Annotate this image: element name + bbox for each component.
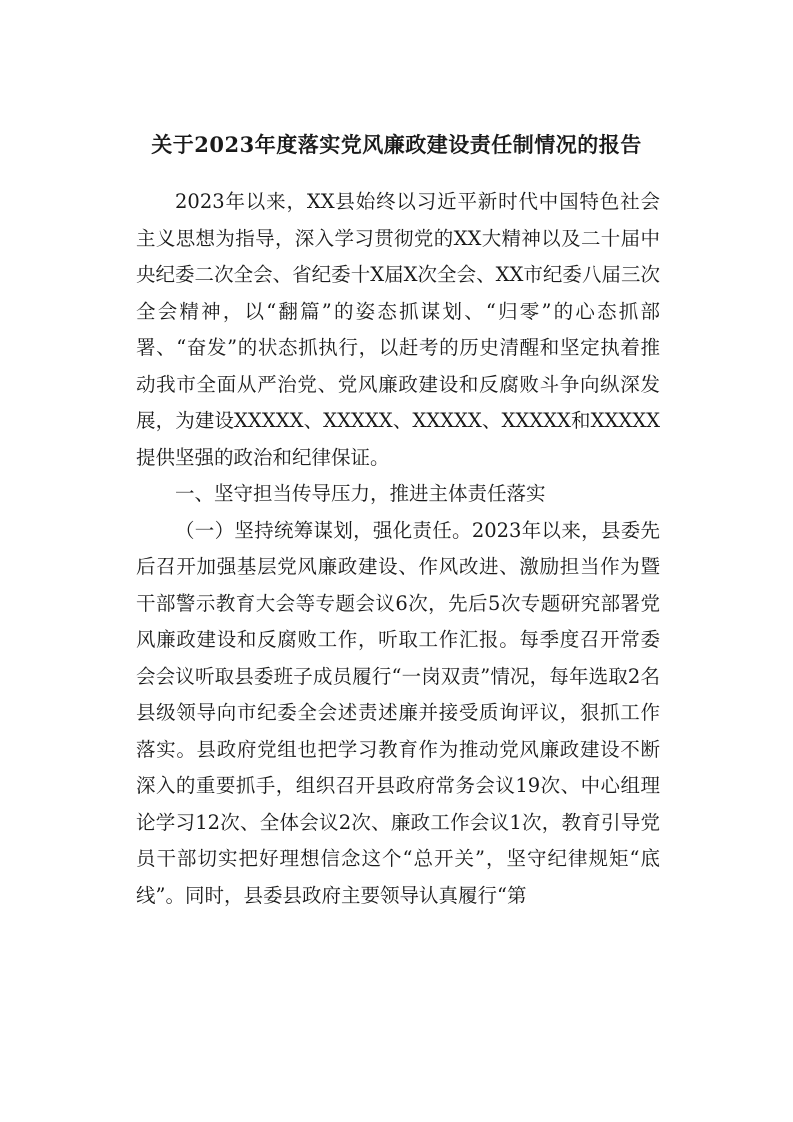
document-title: 关于2023年度落实党风廉政建设责任制情况的报告 xyxy=(151,132,642,157)
paragraph-section-1-1: （一）坚持统筹谋划，强化责任。2023年以来，县委先后召开加强基层党风廉政建设、作风改进、激励担当作为暨干部警示教育大会等专题会议6次，先后5次专题研究部署党风廉政建设和反腐败工作，听取工作汇报。每季度召开常委会会议听取县委班子成员履行“一岗双责”情况，每年选取2名县级领导向市纪委全会述责述廉并接受质询评议，狠抓工作落实。县政府党组也把学习教育作为推动党风廉政建设不断深入的重要抓手，组织召开县政府常务会议19次、中心组理论学习12次、全体会议2次、廉政工作会议1次，教育引导党员干部切实把好理想信念这个“总开关”，坚守纪律规矩“底线”。同时，县委县政府主要领导认真履行“第 xyxy=(136,518,660,907)
document-body xyxy=(136,184,660,914)
paragraph-intro: 2023年以来，XX县始终以习近平新时代中国特色社会主义思想为指导，深入学习贯彻党的XX大精神以及二十届中央纪委二次全会、省纪委十X届X次全会、XX市纪委八届三次全会精神，以“翻篇”的姿态抓谋划、“归零”的心态抓部署、“奋发”的状态抓执行，以赶考的历史清醒和坚定执着推动我市全面从严治党、党风廉政建设和反腐败斗争向纵深发展，为建设XXXXX、XXXXX、XXXXX、XXXXX和XXXXX提供坚强的政治和纪律保证。 xyxy=(136,190,660,469)
section-heading-1: 一、坚守担当传导压力，推进主体责任落实 xyxy=(175,482,546,505)
